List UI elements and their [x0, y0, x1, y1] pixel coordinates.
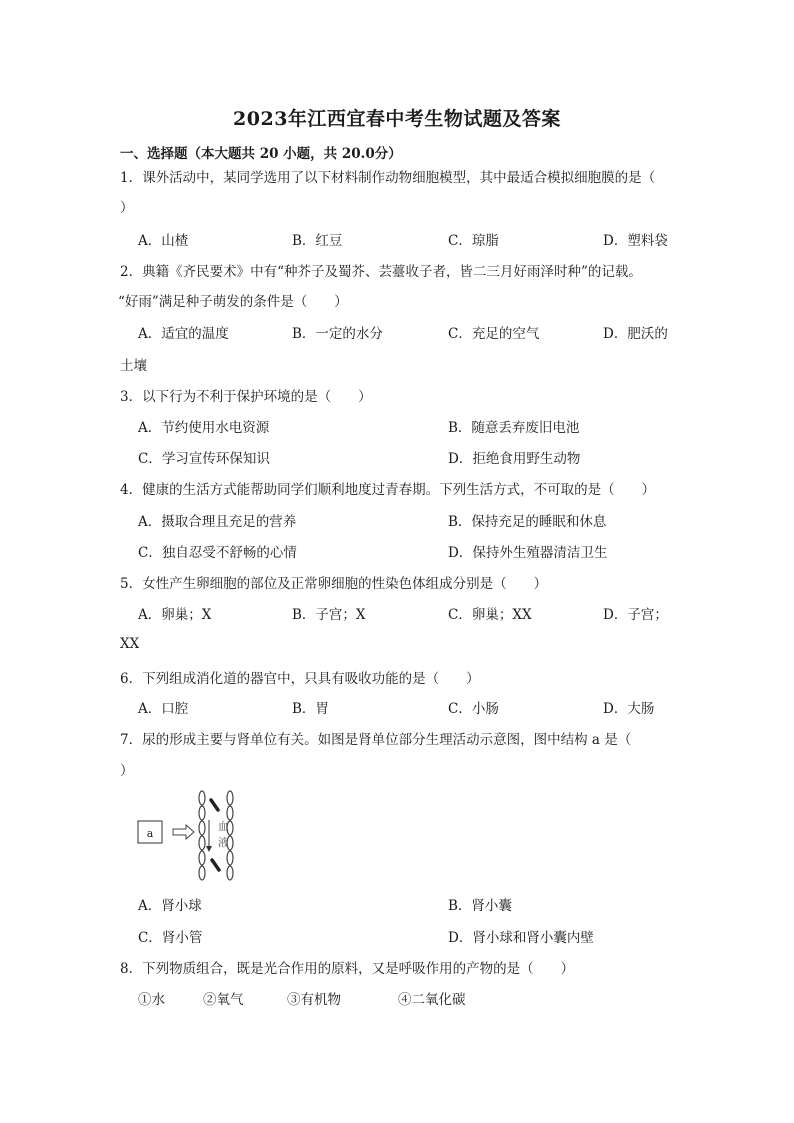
q1-option-b: B．红豆: [292, 233, 343, 249]
q2-option-a: A．适宜的温度: [138, 326, 229, 342]
q2-option-d-cont: 土壤: [120, 358, 147, 374]
q2-option-d: D．肥沃的: [603, 326, 668, 342]
q1-option-c: C．琼脂: [448, 233, 499, 249]
q6-option-a: A．口腔: [138, 701, 189, 717]
q8-item-3: ③有机物: [287, 992, 341, 1008]
q5-option-a: A．卵巢；X: [138, 607, 212, 623]
blood-cell-top: [211, 800, 218, 810]
q5-stem: 5．女性产生卵细胞的部位及正常卵细胞的性染色体组成分别是（ ）: [120, 576, 548, 592]
q2-option-b: B．一定的水分: [292, 326, 383, 342]
structure-a-label: a: [146, 827, 154, 840]
q1-stem-cont: ）: [120, 200, 134, 216]
q8-item-4: ④二氧化碳: [398, 992, 466, 1008]
down-arrow-icon: [206, 846, 212, 852]
blood-label-1: 血: [218, 820, 229, 833]
q5-option-d-cont: XX: [120, 636, 140, 652]
q8-stem: 8．下列物质组合，既是光合作用的原料，又是呼吸作用的产物的是（ ）: [120, 961, 575, 977]
q5-option-d: D．子宫；: [603, 607, 668, 623]
q4-option-b: B．保持充足的睡眠和休息: [448, 514, 607, 530]
q4-option-c: C．独自忍受不舒畅的心情: [138, 545, 297, 561]
q6-stem: 6．下列组成消化道的器官中，只具有吸收功能的是（ ）: [120, 671, 480, 687]
q4-option-a: A．摄取合理且充足的营养: [138, 514, 297, 530]
q7-stem-cont: ）: [120, 763, 134, 779]
q5-option-c: C．卵巢；XX: [448, 607, 532, 623]
q3-option-c: C．学习宣传环保知识: [138, 451, 270, 467]
q3-stem: 3．以下行为不利于保护环境的是（ ）: [120, 389, 372, 405]
q6-option-c: C．小肠: [448, 701, 499, 717]
q2-option-c: C．充足的空气: [448, 326, 540, 342]
nephron-diagram: [130, 790, 250, 885]
q5-option-b: B．子宫；X: [292, 607, 366, 623]
q7-option-a: A．肾小球: [138, 898, 202, 914]
hollow-arrow-icon: [173, 825, 194, 839]
q2-stem-cont: “好雨”满足种子萌发的条件是（ ）: [118, 294, 348, 310]
page-title: 2023年江西宜春中考生物试题及答案: [233, 108, 561, 130]
q7-option-d: D．肾小球和肾小囊内壁: [448, 930, 594, 946]
q7-option-b: B．肾小囊: [448, 898, 512, 914]
q3-option-b: B．随意丢弃废旧电池: [448, 420, 580, 436]
q3-option-d: D．拒绝食用野生动物: [448, 451, 581, 467]
q6-option-b: B．胃: [292, 701, 329, 717]
q4-option-d: D．保持外生殖器清洁卫生: [448, 545, 608, 561]
q6-option-d: D．大肠: [603, 701, 655, 717]
q7-stem: 7．尿的形成主要与肾单位有关。如图是肾单位部分生理活动示意图，图中结构 a 是（: [120, 732, 632, 748]
q8-item-1: ①水: [138, 992, 165, 1008]
vessel-wall-left: [199, 791, 205, 880]
q7-option-c: C．肾小管: [138, 930, 203, 946]
q3-option-a: A．节约使用水电资源: [138, 420, 270, 436]
q1-stem: 1．课外活动中，某同学选用了以下材料制作动物细胞模型，其中最适合模拟细胞膜的是（: [120, 170, 656, 186]
q2-stem: 2．典籍《齐民要术》中有“种芥子及蜀芥、芸薹收子者，皆二三月好雨泽时种”的记载。: [120, 264, 642, 280]
q1-option-d: D．塑料袋: [603, 233, 668, 249]
section-heading: 一、选择题（本大题共 20 小题，共 20.0分）: [120, 146, 402, 162]
blood-cell-bottom: [212, 860, 219, 870]
blood-label-2: 液: [218, 836, 229, 849]
q8-item-2: ②氧气: [203, 992, 244, 1008]
q4-stem: 4．健康的生活方式能帮助同学们顺利地度过青春期。下列生活方式，不可取的是（ ）: [120, 482, 656, 498]
q1-option-a: A．山楂: [138, 233, 189, 249]
